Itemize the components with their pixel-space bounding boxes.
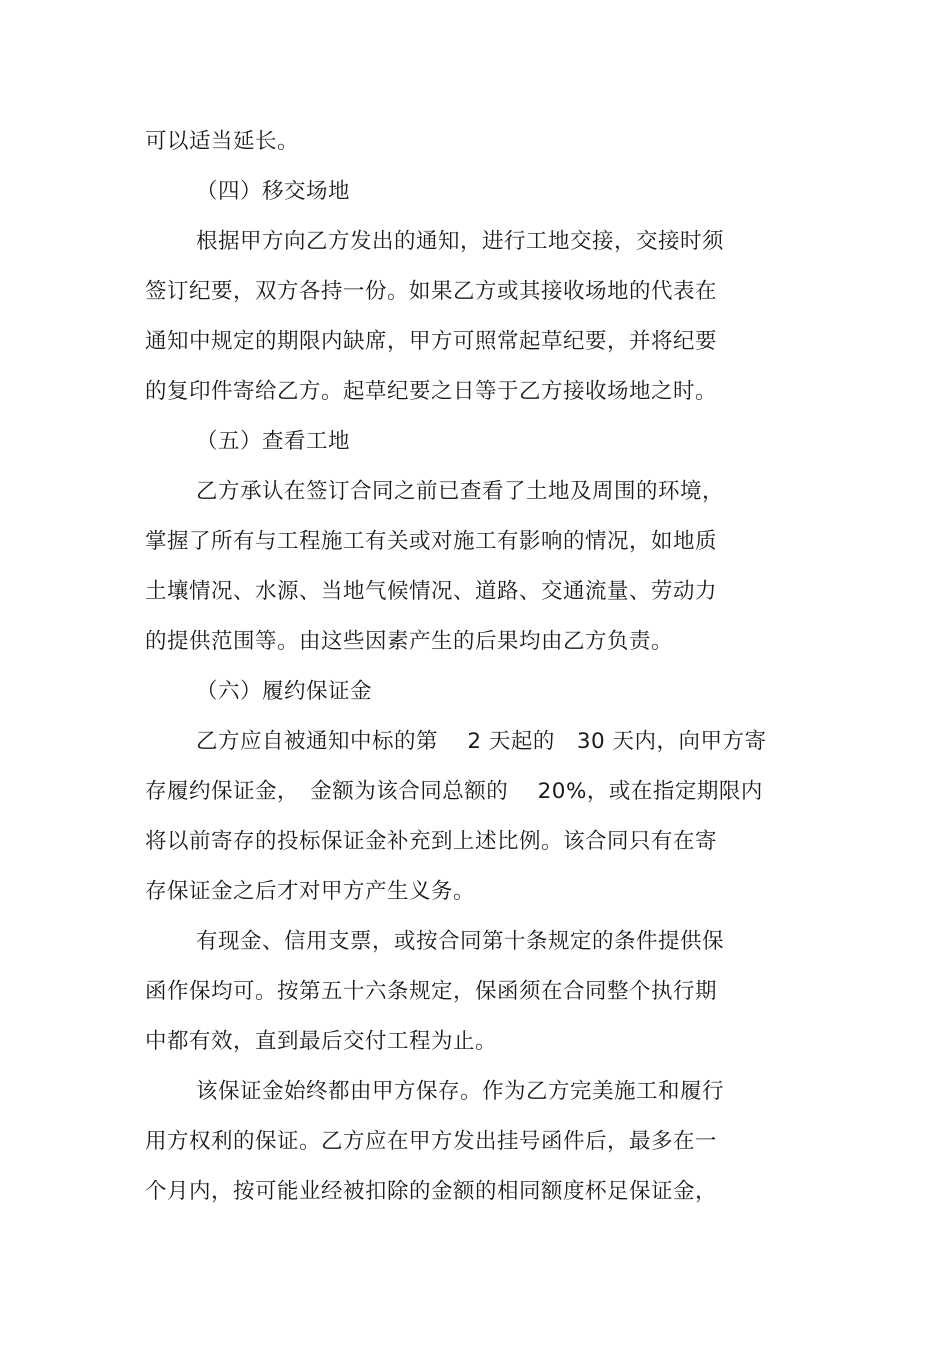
text-line: 可以适当延长。 xyxy=(145,129,300,154)
text-line: 函作保均可。按第五十六条规定，保函须在合同整个执行期 xyxy=(145,979,718,1004)
text-line: 乙方应自被通知中标的第 2 天起的 30 天内，向甲方寄 xyxy=(196,729,767,754)
text-line: 的提供范围等。由这些因素产生的后果均由乙方负责。 xyxy=(145,629,674,654)
text-line: 土壤情况、水源、当地气候情况、道路、交通流量、劳动力 xyxy=(145,579,718,604)
section-heading: （六）履约保证金 xyxy=(196,679,373,704)
section-heading: （五）查看工地 xyxy=(196,429,351,454)
text-line: 存保证金之后才对甲方产生义务。 xyxy=(145,879,476,904)
text-line: 个月内，按可能业经被扣除的金额的相同额度杯足保证金， xyxy=(145,1179,718,1204)
text-line: 中都有效，直到最后交付工程为止。 xyxy=(145,1029,498,1054)
text-line: 通知中规定的期限内缺席，甲方可照常起草纪要，并将纪要 xyxy=(145,329,718,354)
text-line: 用方权利的保证。乙方应在甲方发出挂号函件后，最多在一 xyxy=(145,1129,718,1154)
section-heading: （四）移交场地 xyxy=(196,179,351,204)
text-line: 存履约保证金， 金额为该合同总额的 20%，或在指定期限内 xyxy=(145,779,763,804)
text-line: 将以前寄存的投标保证金补充到上述比例。该合同只有在寄 xyxy=(145,829,718,854)
text-line: 掌握了所有与工程施工有关或对施工有影响的情况，如地质 xyxy=(145,529,718,554)
text-line: 该保证金始终都由甲方保存。作为乙方完美施工和履行 xyxy=(196,1079,725,1104)
text-line: 根据甲方向乙方发出的通知，进行工地交接，交接时须 xyxy=(196,229,725,254)
text-line: 签订纪要，双方各持一份。如果乙方或其接收场地的代表在 xyxy=(145,279,718,304)
text-line: 的复印件寄给乙方。起草纪要之日等于乙方接收场地之时。 xyxy=(145,379,718,404)
text-line: 乙方承认在签订合同之前已查看了土地及周围的环境， xyxy=(196,479,725,504)
text-line: 有现金、信用支票，或按合同第十条规定的条件提供保 xyxy=(196,929,725,954)
